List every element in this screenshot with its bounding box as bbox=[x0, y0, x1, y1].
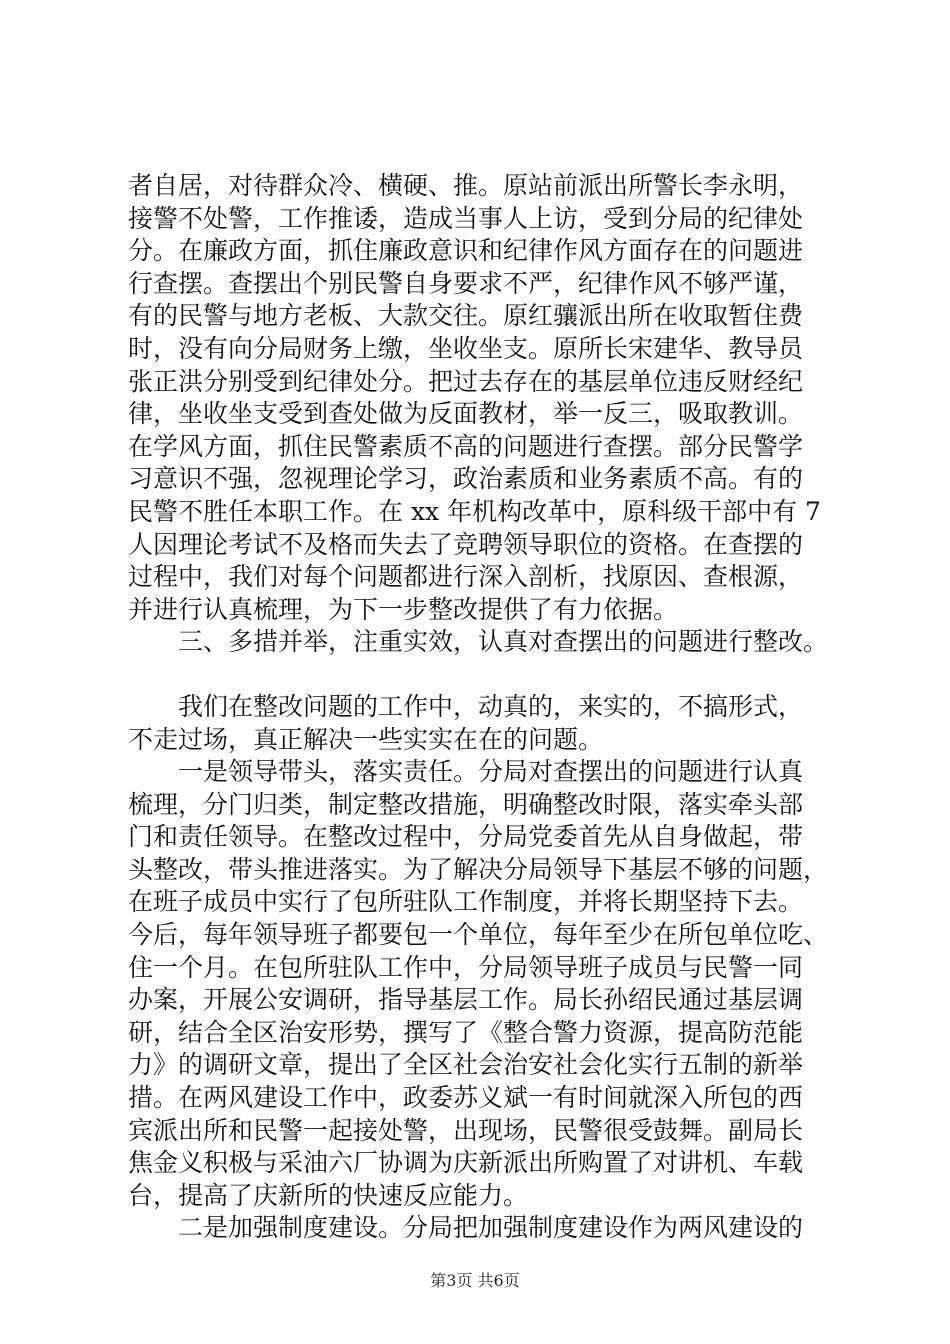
page-number: 第3页 共6页 bbox=[430, 1271, 520, 1290]
section-heading: 三、多措并举，注重实效，认真对查摆出的问题进行整改。 bbox=[128, 627, 829, 657]
text-line: 有的民警与地方老板、大款交往。原红骧派出所在收取暂住费 bbox=[128, 301, 804, 331]
text-line: 行查摆。查摆出个别民警自身要求不严，纪律作风不够严谨， bbox=[128, 268, 804, 298]
text-line: 人因理论考试不及格而失去了竞聘领导职位的资格。在查摆的 bbox=[128, 529, 804, 559]
text-line: 在班子成员中实行了包所驻队工作制度，并将长期坚持下去。 bbox=[128, 887, 804, 917]
page-footer bbox=[0, 1268, 950, 1291]
text-line: 时，没有向分局财务上缴，坐收坐支。原所长宋建华、教导员 bbox=[128, 333, 804, 363]
text-line: 一是领导带头，落实责任。分局对查摆出的问题进行认真 bbox=[128, 757, 804, 787]
text-line: 在学风方面，抓住民警素质不高的问题进行查摆。部分民警学 bbox=[128, 431, 804, 461]
text-line: 焦金义积极与采油六厂协调为庆新派出所购置了对讲机、车载 bbox=[128, 1148, 804, 1178]
text-line: 张正洪分别受到纪律处分。把过去存在的基层单位违反财经纪 bbox=[128, 366, 804, 396]
text-line: 台，提高了庆新所的快速反应能力。 bbox=[128, 1180, 529, 1210]
text-line: 办案，开展公安调研，指导基层工作。局长孙绍民通过基层调 bbox=[128, 985, 804, 1015]
document-body bbox=[128, 170, 840, 1245]
text-line: 过程中，我们对每个问题都进行深入剖析，找原因、查根源， bbox=[128, 562, 804, 592]
text-line: 二是加强制度建设。分局把加强制度建设作为两风建设的 bbox=[128, 1213, 804, 1243]
text-line: 住一个月。在包所驻队工作中，分局领导班子成员与民警一同 bbox=[128, 952, 804, 982]
text-line: 梳理，分门归类，制定整改措施，明确整改时限，落实牵头部 bbox=[128, 789, 804, 819]
text-line: 研，结合全区治安形势，撰写了《整合警力资源，提高防范能 bbox=[128, 1017, 804, 1047]
text-line: 不走过场，真正解决一些实实在在的问题。 bbox=[128, 724, 604, 754]
text-line: 民警不胜任本职工作。在 xx 年机构改革中，原科级干部中有 7 bbox=[128, 496, 821, 526]
text-line: 者自居，对待群众冷、横硬、推。原站前派出所警长李永明， bbox=[128, 171, 804, 200]
text-line: 接警不处警，工作推诿，造成当事人上访，受到分局的纪律处 bbox=[128, 203, 804, 233]
text-line: 律，坐收坐支受到查处做为反面教材，举一反三，吸取教训。 bbox=[128, 399, 804, 429]
text-line: 并进行认真梳理，为下一步整改提供了有力依据。 bbox=[128, 594, 679, 624]
text-line: 门和责任领导。在整改过程中，分局党委首先从自身做起，带 bbox=[128, 822, 804, 852]
text-line: 分。在廉政方面，抓住廉政意识和纪律作风方面存在的问题进 bbox=[128, 236, 804, 266]
text-line: 我们在整改问题的工作中，动真的，来实的，不搞形式， bbox=[128, 691, 804, 721]
text-line: 力》的调研文章，提出了全区社会治安社会化实行五制的新举 bbox=[128, 1050, 804, 1080]
text-line: 宾派出所和民警一起接处警，出现场，民警很受鼓舞。副局长 bbox=[128, 1115, 804, 1145]
text-line: 头整改，带头推进落实。为了解决分局领导下基层不够的问题， bbox=[128, 854, 829, 884]
text-line: 措。在两风建设工作中，政委苏义斌一有时间就深入所包的西 bbox=[128, 1083, 804, 1113]
text-line: 今后，每年领导班子都要包一个单位，每年至少在所包单位吃、 bbox=[128, 920, 829, 950]
blank-line bbox=[128, 659, 840, 691]
text-line: 习意识不强，忽视理论学习，政治素质和业务素质不高。有的 bbox=[128, 464, 804, 494]
